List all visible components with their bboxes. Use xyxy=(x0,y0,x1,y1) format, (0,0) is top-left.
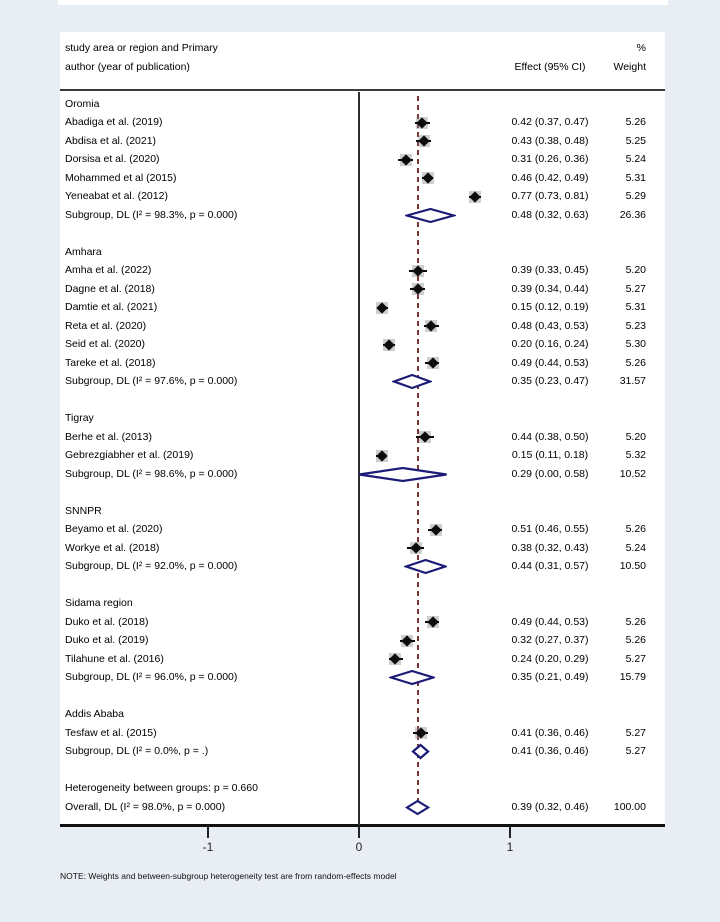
weight-value: 10.52 xyxy=(619,467,646,480)
row-label: Tesfaw et al. (2015) xyxy=(65,726,157,739)
study-row xyxy=(60,520,665,539)
weight-value: 26.36 xyxy=(619,208,646,221)
study-row xyxy=(60,132,665,151)
row-label: Reta et al. (2020) xyxy=(65,319,147,332)
effect-ci-value: 0.32 (0.27, 0.37) xyxy=(511,634,589,646)
row-label: Damtie et al. (2021) xyxy=(65,301,158,313)
header-left-line2: author (year of publication) xyxy=(65,61,190,73)
x-tick-label-1: 1 xyxy=(506,840,514,854)
row-label: Berhe et al. (2013) xyxy=(65,430,152,443)
study-row xyxy=(60,446,665,465)
row-label: Duko et al. (2018) xyxy=(65,615,149,628)
subgroup-diamond xyxy=(389,669,435,686)
subgroup-diamond xyxy=(392,373,432,390)
group-label: Oromia xyxy=(65,97,100,110)
weight-value: 5.20 xyxy=(625,430,646,443)
study-row xyxy=(60,150,665,169)
effect-ci-value: 0.31 (0.26, 0.36) xyxy=(511,153,589,165)
overall-row xyxy=(60,798,665,817)
weight-value: 5.26 xyxy=(625,634,646,646)
row-label: Abadiga et al. (2019) xyxy=(65,116,163,128)
section-row xyxy=(60,409,665,428)
x-tick-0 xyxy=(358,826,360,838)
weight-value: 5.24 xyxy=(625,153,646,165)
row-label: Subgroup, DL (I² = 0.0%, p = .) xyxy=(65,745,209,757)
study-row xyxy=(60,428,665,447)
effect-ci-value: 0.35 (0.21, 0.49) xyxy=(511,671,589,683)
weight-value: 5.31 xyxy=(625,301,646,313)
row-label: Beyamo et al. (2020) xyxy=(65,523,163,535)
row-label: Dorsisa et al. (2020) xyxy=(65,153,160,165)
weight-value: 5.27 xyxy=(625,726,646,739)
group-label: Sidama region xyxy=(65,597,133,609)
weight-value: 5.29 xyxy=(625,190,646,202)
effect-ci-value: 0.39 (0.33, 0.45) xyxy=(511,264,589,276)
study-row xyxy=(60,261,665,280)
weight-value: 5.26 xyxy=(625,615,646,628)
study-row xyxy=(60,317,665,336)
weight-value: 10.50 xyxy=(619,560,646,572)
effect-ci-value: 0.20 (0.16, 0.24) xyxy=(511,338,589,350)
subgroup-diamond xyxy=(405,207,456,224)
study-row xyxy=(60,113,665,132)
header-percent: % xyxy=(636,42,646,54)
study-row xyxy=(60,650,665,669)
row-label: Subgroup, DL (I² = 97.6%, p = 0.000) xyxy=(65,375,238,387)
effect-ci-value: 0.43 (0.38, 0.48) xyxy=(511,134,589,147)
group-label: SNNPR xyxy=(65,504,102,517)
row-label: Subgroup, DL (I² = 92.0%, p = 0.000) xyxy=(65,560,238,572)
x-tick-1 xyxy=(509,826,511,838)
header-effect-ci: Effect (95% CI) xyxy=(514,61,586,73)
weight-value: 5.25 xyxy=(625,134,646,147)
effect-ci-value: 0.35 (0.23, 0.47) xyxy=(511,375,589,387)
weight-value: 100.00 xyxy=(613,800,646,813)
row-label: Amha et al. (2022) xyxy=(65,264,152,276)
weight-value: 5.32 xyxy=(625,449,646,461)
effect-ci-value: 0.15 (0.11, 0.18) xyxy=(511,449,589,461)
group-label: Amhara xyxy=(65,245,102,258)
weight-value: 5.31 xyxy=(625,171,646,184)
overall-diamond xyxy=(405,799,430,816)
x-tick-label-neg1: -1 xyxy=(202,840,214,854)
section-row xyxy=(60,779,665,798)
effect-ci-value: 0.49 (0.44, 0.53) xyxy=(511,356,589,369)
effect-ci-value: 0.41 (0.36, 0.46) xyxy=(511,726,589,739)
subgroup-diamond xyxy=(404,558,447,575)
row-label: Abdisa et al. (2021) xyxy=(65,134,157,147)
group-label: Tigray xyxy=(65,412,94,424)
effect-ci-value: 0.46 (0.42, 0.49) xyxy=(511,171,589,184)
effect-ci-value: 0.44 (0.31, 0.57) xyxy=(511,560,589,572)
subgroup-row xyxy=(60,465,665,484)
row-label: Subgroup, DL (I² = 96.0%, p = 0.000) xyxy=(65,671,238,683)
study-row xyxy=(60,335,665,354)
row-label: Workye et al. (2018) xyxy=(65,541,160,554)
heterogeneity-note: Heterogeneity between groups: p = 0.660 xyxy=(65,782,258,794)
effect-ci-value: 0.48 (0.32, 0.63) xyxy=(511,208,589,221)
row-label: Seid et al. (2020) xyxy=(65,338,145,350)
effect-ci-value: 0.29 (0.00, 0.58) xyxy=(511,467,589,480)
header-left-line1: study area or region and Primary xyxy=(65,42,218,54)
effect-ci-value: 0.51 (0.46, 0.55) xyxy=(511,523,589,535)
section-row xyxy=(60,705,665,724)
subgroup-diamond xyxy=(411,743,430,760)
row-label: Duko et al. (2019) xyxy=(65,634,149,646)
x-tick-neg1 xyxy=(207,826,209,838)
row-label: Subgroup, DL (I² = 98.3%, p = 0.000) xyxy=(65,208,238,221)
study-row xyxy=(60,613,665,632)
subgroup-row xyxy=(60,557,665,576)
subgroup-row xyxy=(60,206,665,225)
effect-ci-value: 0.42 (0.37, 0.47) xyxy=(511,116,589,128)
section-row xyxy=(60,243,665,262)
subgroup-row xyxy=(60,668,665,687)
study-row xyxy=(60,298,665,317)
weight-value: 5.26 xyxy=(625,523,646,535)
row-label: Dagne et al. (2018) xyxy=(65,282,155,295)
row-label: Tareke et al. (2018) xyxy=(65,356,156,369)
weight-value: 5.24 xyxy=(625,541,646,554)
plot-area xyxy=(60,32,665,825)
weight-value: 5.23 xyxy=(625,319,646,332)
row-label: Gebrezgiabher et al. (2019) xyxy=(65,449,194,461)
subgroup-diamond xyxy=(357,466,449,483)
weight-value: 5.27 xyxy=(625,282,646,295)
forest-rows xyxy=(60,32,665,825)
effect-ci-value: 0.44 (0.38, 0.50) xyxy=(511,430,589,443)
study-row xyxy=(60,169,665,188)
effect-ci-value: 0.15 (0.12, 0.19) xyxy=(511,301,589,313)
study-row xyxy=(60,724,665,743)
weight-value: 5.30 xyxy=(625,338,646,350)
effect-ci-value: 0.39 (0.32, 0.46) xyxy=(511,800,589,813)
row-label: Tilahune et al. (2016) xyxy=(65,652,164,665)
row-label: Yeneabat et al. (2012) xyxy=(65,190,168,202)
weight-value: 5.27 xyxy=(625,745,646,757)
study-row xyxy=(60,187,665,206)
row-label: Subgroup, DL (I² = 98.6%, p = 0.000) xyxy=(65,467,238,480)
study-row xyxy=(60,280,665,299)
study-row xyxy=(60,539,665,558)
row-label: Overall, DL (I² = 98.0%, p = 0.000) xyxy=(65,800,226,813)
section-row xyxy=(60,95,665,114)
section-row xyxy=(60,594,665,613)
effect-ci-value: 0.38 (0.32, 0.43) xyxy=(511,541,589,554)
group-label: Addis Ababa xyxy=(65,708,124,720)
section-row xyxy=(60,502,665,521)
effect-ci-value: 0.49 (0.44, 0.53) xyxy=(511,615,589,628)
weight-value: 5.20 xyxy=(625,264,646,276)
study-row xyxy=(60,354,665,373)
weight-value: 5.27 xyxy=(625,652,646,665)
top-white-strip xyxy=(58,0,668,5)
weight-value: 5.26 xyxy=(625,116,646,128)
subgroup-row xyxy=(60,742,665,761)
weight-value: 31.57 xyxy=(619,375,646,387)
effect-ci-value: 0.24 (0.20, 0.29) xyxy=(511,652,589,665)
row-label: Mohammed et al (2015) xyxy=(65,171,177,184)
x-tick-label-0: 0 xyxy=(355,840,363,854)
weight-value: 5.26 xyxy=(625,356,646,369)
effect-ci-value: 0.39 (0.34, 0.44) xyxy=(511,282,589,295)
header-weight: Weight xyxy=(613,61,646,73)
effect-ci-value: 0.48 (0.43, 0.53) xyxy=(511,319,589,332)
effect-ci-value: 0.77 (0.73, 0.81) xyxy=(511,190,589,202)
weight-value: 15.79 xyxy=(619,671,646,683)
effect-ci-value: 0.41 (0.36, 0.46) xyxy=(511,745,589,757)
footnote: NOTE: Weights and between-subgroup heterogeneity test are from random-effects model xyxy=(60,871,397,881)
subgroup-row xyxy=(60,372,665,391)
study-row xyxy=(60,631,665,650)
